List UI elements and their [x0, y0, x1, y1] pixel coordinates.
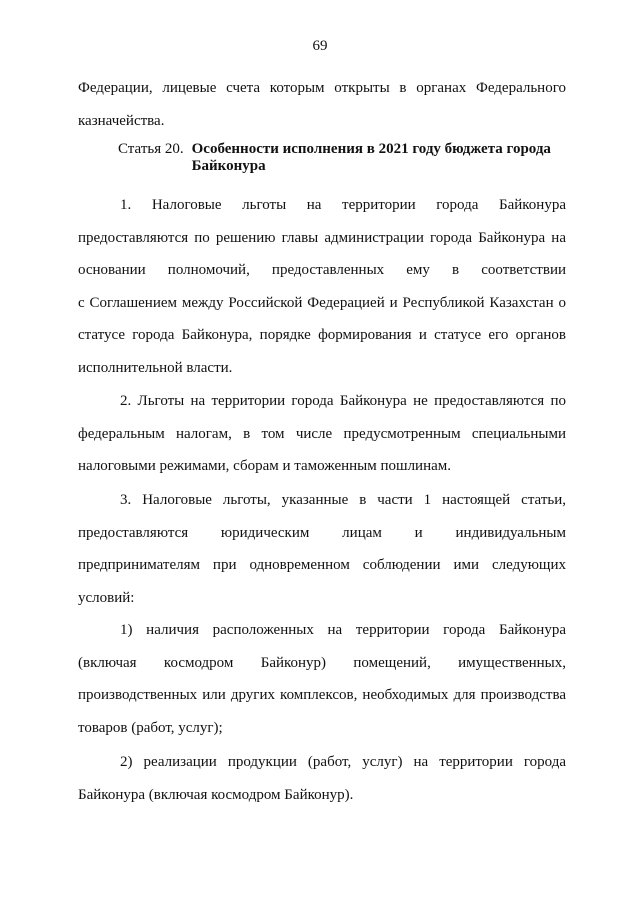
page-number: 69 [312, 38, 328, 54]
article-label: Статья 20. [118, 141, 184, 157]
text-line: 2) реализации продукции (работ, услуг) на территории города [120, 754, 566, 770]
text-line: с Соглашением между Российской Федерацией и Республикой Казахстан о [78, 294, 566, 311]
text-line: налоговыми режимами, сборам и таможенным пошлинам. [78, 458, 452, 475]
text-line: 1. Налоговые льготы на территории города Байконура [120, 197, 566, 213]
text-line: товаров (работ, услуг); [78, 719, 223, 736]
text-line: предоставляются юридическим лицам и индивидуальным [78, 524, 566, 541]
intro-paragraph [78, 72, 566, 137]
text-line: предпринимателям при одновременном соблюдении ими следующих [78, 557, 566, 574]
text-line: (включая космодром Байконур) помещений, имущественных, [78, 654, 566, 671]
text-line: исполнительной власти. [78, 359, 233, 376]
text-line: Байконура (включая космодром Байконур). [78, 786, 354, 803]
text-line: 2. Льготы на территории города Байконура не предоставляются по [120, 393, 566, 409]
list-item-2 [78, 746, 566, 811]
paragraph-1 [78, 189, 566, 385]
text-line: производственных или других комплексов, необходимых для производства [78, 687, 566, 704]
text-line: статусе города Байконура, порядке формирования и статусе его органов [78, 327, 566, 344]
text-line: предоставляются по решению главы администрации города Байконура на [78, 229, 566, 246]
list-item-1 [78, 614, 566, 744]
text-line: 3. Налоговые льготы, указанные в части 1 настоящей статьи, [120, 492, 566, 508]
text-line: Федерации, лицевые счета которым открыты в органах Федерального [78, 80, 566, 96]
paragraph-2 [78, 385, 566, 483]
article-heading [118, 141, 568, 175]
text-line: казначейства. [78, 112, 165, 129]
article-title: Особенности исполнения в 2021 году бюджета города Байконура [191, 141, 551, 174]
text-line: условий: [78, 589, 135, 606]
text-line: основании полномочий, предоставленных ему в соответствии [78, 262, 566, 279]
text-line: федеральным налогам, в том числе предусмотренным специальными [78, 425, 566, 442]
paragraph-3 [78, 484, 566, 614]
text-line: 1) наличия расположенных на территории города Байконура [120, 622, 566, 638]
